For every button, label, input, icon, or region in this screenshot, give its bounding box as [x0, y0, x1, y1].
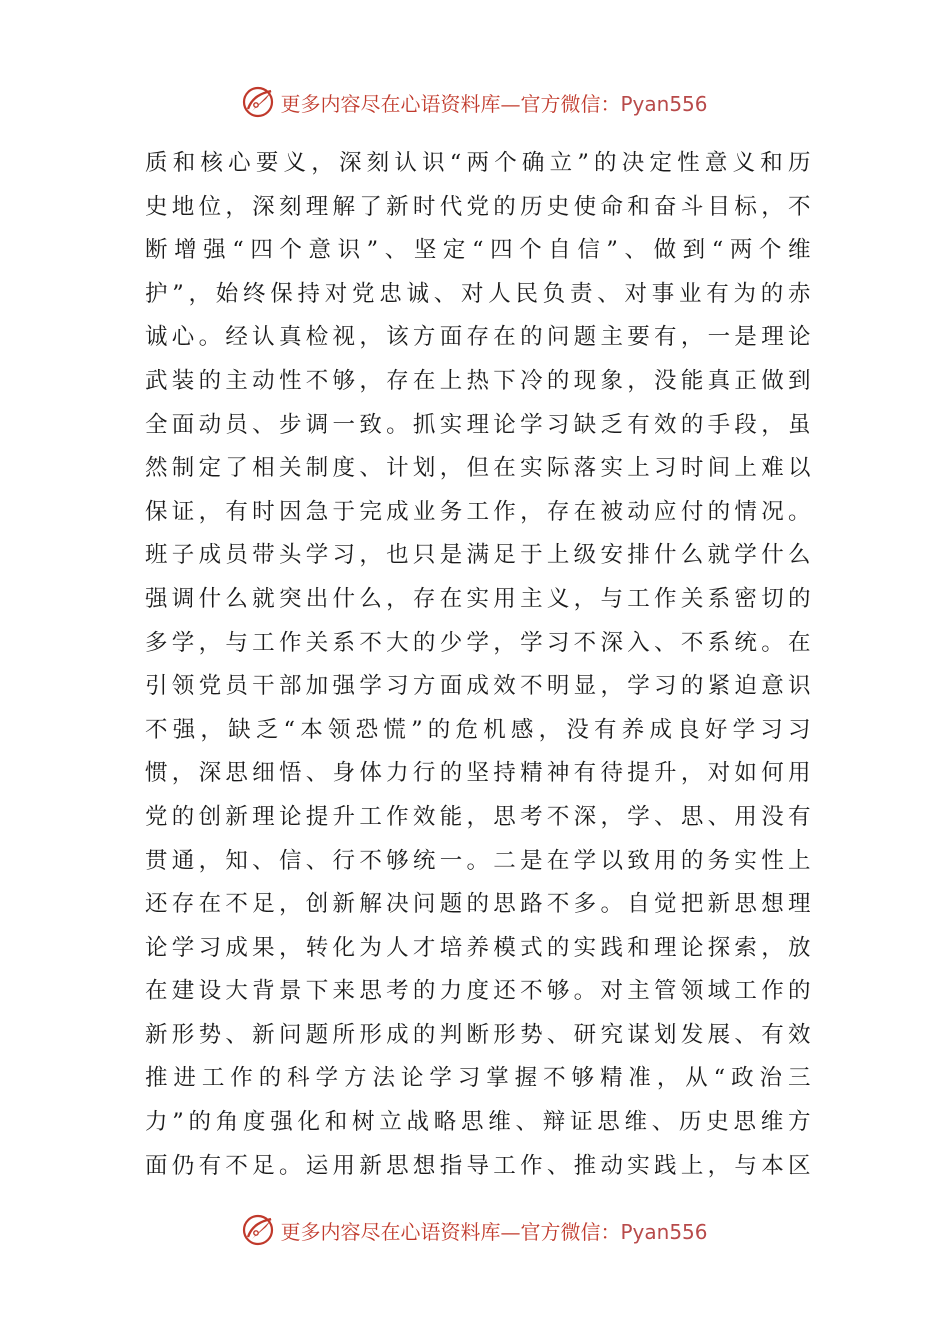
paragraph-line: 惯，深思细悟、身体力行的坚持精神有待提升，对如何用 — [145, 760, 811, 787]
paragraph-line: 护”，始终保持对党忠诚、对人民负责、对事业有为的赤 — [145, 280, 811, 307]
paragraph-line: 党的创新理论提升工作效能，思考不深，学、思、用没有 — [145, 803, 811, 830]
paragraph-line: 质和核心要义，深刻认识“两个确立”的决定性意义和历 — [145, 150, 811, 176]
paragraph-line: 全面动员、步调一致。抓实理论学习缺乏有效的手段，虽 — [145, 411, 811, 438]
paragraph-line: 新形势、新问题所形成的判断形势、研究谋划发展、有效 — [145, 1021, 811, 1048]
paragraph-line: 贯通，知、信、行不够统一。二是在学以致用的务实性上 — [145, 847, 811, 874]
paragraph-line: 不强，缺乏“本领恐慌”的危机感，没有养成良好学习习 — [145, 716, 811, 743]
header-watermark — [0, 82, 950, 122]
paragraph-line: 武装的主动性不够，存在上热下冷的现象，没能真正做到 — [145, 367, 811, 394]
document-body — [145, 142, 811, 1188]
paragraph-line: 引领党员干部加强学习方面成效不明显，学习的紧迫意识 — [145, 673, 811, 700]
pen-logo-icon — [242, 85, 276, 119]
pen-logo-icon — [242, 1213, 276, 1247]
paragraph-line: 论学习成果，转化为人才培养模式的实践和理论探索，放 — [145, 934, 811, 961]
paragraph-line: 史地位，深刻理解了新时代党的历史使命和奋斗目标，不 — [145, 193, 811, 220]
paragraph-line: 力”的角度强化和树立战略思维、辩证思维、历史思维方 — [145, 1109, 811, 1136]
paragraph-line: 推进工作的科学方法论学习掌握不够精准，从“政治三 — [145, 1065, 811, 1092]
paragraph-line: 多学，与工作关系不大的少学，学习不深入、不系统。在 — [145, 629, 811, 656]
paragraph-line: 在建设大背景下来思考的力度还不够。对主管领域工作的 — [145, 978, 811, 1005]
footer-watermark — [0, 1210, 950, 1250]
paragraph-line: 强调什么就突出什么，存在实用主义，与工作关系密切的 — [145, 585, 811, 612]
watermark-text: 更多内容尽在心语资料库—官方微信：Pyan556 — [280, 1219, 708, 1244]
watermark-text: 更多内容尽在心语资料库—官方微信：Pyan556 — [280, 91, 708, 116]
paragraph-line: 诚心。经认真检视，该方面存在的问题主要有，一是理论 — [145, 324, 811, 351]
paragraph-line: 然制定了相关制度、计划，但在实际落实上习时间上难以 — [145, 455, 811, 482]
paragraph-line: 班子成员带头学习，也只是满足于上级安排什么就学什么 — [145, 542, 811, 569]
paragraph-line: 断增强“四个意识”、坚定“四个自信”、做到“两个维 — [145, 237, 811, 264]
paragraph-line: 还存在不足，创新解决问题的思路不多。自觉把新思想理 — [145, 891, 811, 918]
paragraph-line: 面仍有不足。运用新思想指导工作、推动实践上，与本区 — [145, 1152, 811, 1179]
paragraph-line: 保证，有时因急于完成业务工作，存在被动应付的情况。 — [145, 498, 811, 525]
